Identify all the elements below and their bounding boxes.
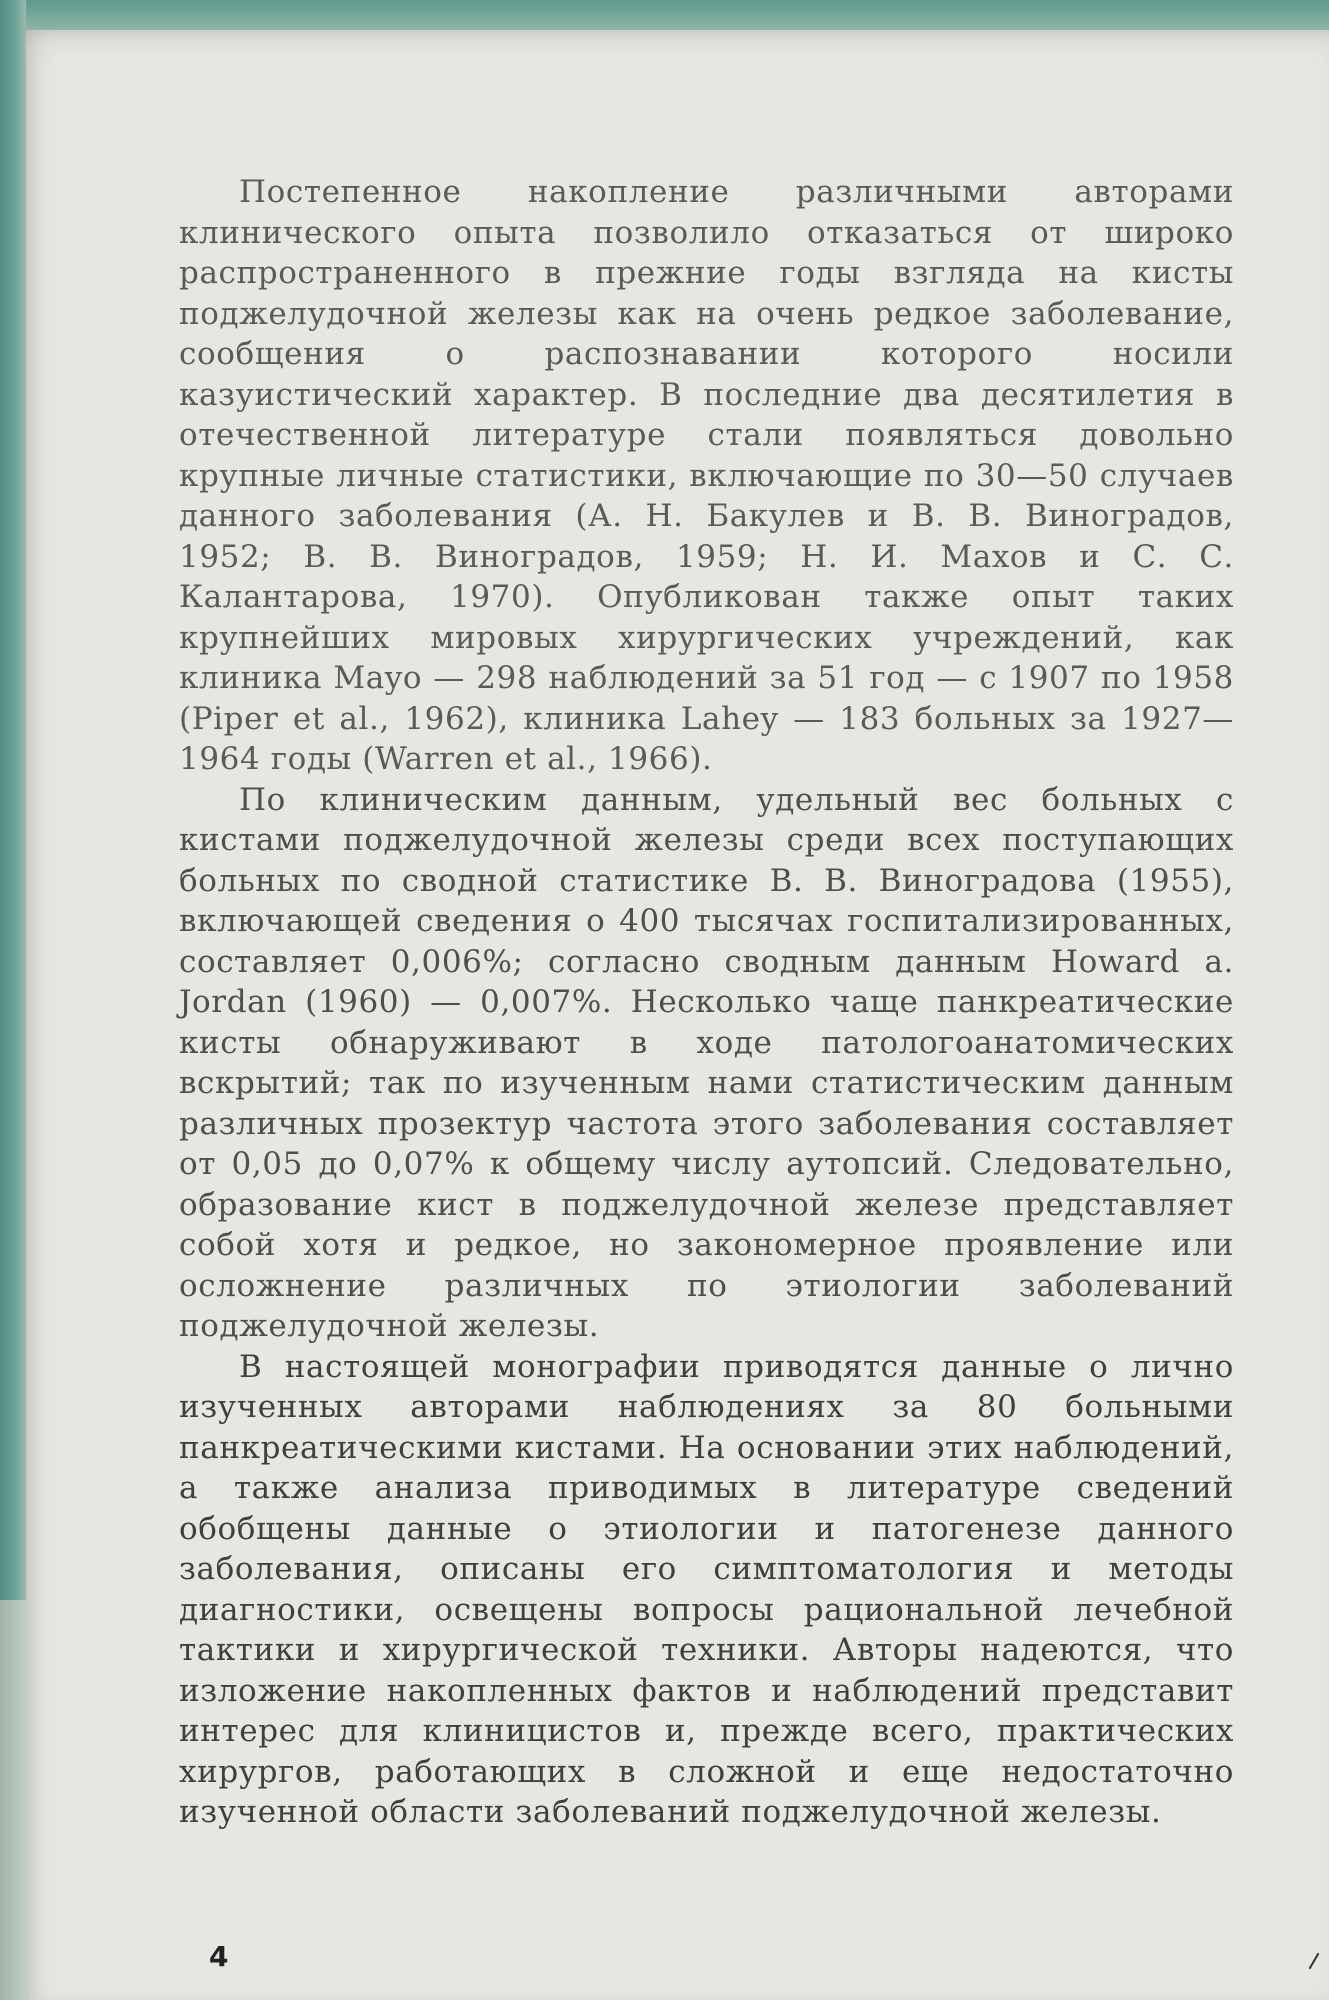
book-page <box>26 30 1329 2000</box>
body-text <box>179 172 1234 1833</box>
paragraph-2: По клиническим данным, удельный вес больных с кистами поджелудочной железы среди всех поступающих больных по сводной статистике В. В. Виноградова (1955), включающей сведения о 400 тысячах госпитализированных, составляет 0,006%; согласно сводным данным Howard a. Jordan (1960) — 0,007%. Несколько чаще панкреатические кисты обнаруживают в ходе патологоанатомических вскрытий; так по изученным нами статистическим данным различных прозектур частота этого заболевания составляет от 0,05 до 0,07% к общему числу аутопсий. Следовательно, образование кист в поджелудочной железе представляет собой хотя и редкое, но закономерное проявление или осложнение различных по этиологии заболеваний поджелудочной железы. <box>179 781 1234 1344</box>
paragraph-1: Постепенное накопление различными авторами клинического опыта позволило отказаться от широко распространенного в прежние годы взгляда на кисты поджелудочной железы как на очень редкое заболевание, сообщения о распознавании которого носили казуистический характер. В последние два десятилетия в отечественной литературе стали появляться довольно крупные личные статистики, включающие по 30—50 случаев данного заболевания (А. Н. Бакулев и В. В. Виноградов, 1952; В. В. Виноградов, 1959; Н. И. Махов и С. С. Калантарова, 1970). Опубликован также опыт таких крупнейших мировых хирургических учреждений, как клиника Mayo — 298 наблюдений за 51 год — с 1907 по 1958 (Piper et al., 1962), клиника Lahey — 183 больных за 1927—1964 годы (Warren et al., 1966). <box>179 174 1234 777</box>
book-cover-edge-left-lower <box>0 1600 26 2000</box>
book-cover-edge-top <box>0 0 1329 30</box>
page-number: 4 <box>209 1940 229 1973</box>
book-cover-edge-left <box>0 0 26 1600</box>
paragraph-3: В настоящей монографии приводятся данные о лично изученных авторами наблюдениях за 80 больными панкреатическими кистами. На основании этих наблюдений, а также анализа приводимых в литературе сведений обобщены данные о этиологии и патогенезе данного заболевания, описаны его симптоматология и методы диагностики, освещены вопросы рациональной лечебной тактики и хирургической техники. Авторы надеются, что изложение накопленных фактов и наблюдений представит интерес для клиницистов и, прежде всего, практических хирургов, работающих в сложной и еще недостаточно изученной области заболеваний поджелудочной железы. <box>179 1348 1234 1830</box>
